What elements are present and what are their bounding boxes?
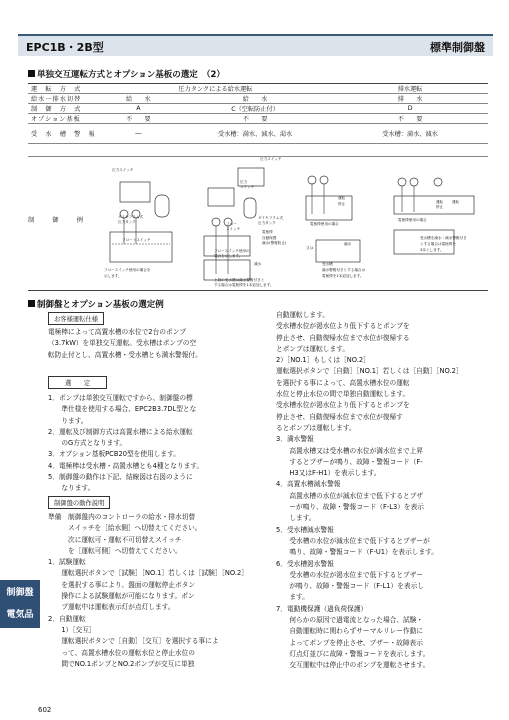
page-number: 602	[38, 706, 52, 714]
section1-title: 単独交互運転方式とオプション基板の選定 （2）	[28, 68, 225, 80]
right-column-text: 自動運転します。 受水槽水位が渇水位より低下するとポンプを 停止させ、自動復帰水位まで水位が復帰する とポンプは運転します。 2）［NO.1］もしくは［NO.2］ 運転選択ボタンで［自動］［NO.1］若しくは［自動］［NO.2］ を選択する事によって、高置水槽水位の運転 水位と停止水位の間で単独自動運転します。 受水槽水位が渇水位より低下するとポンプを 停止させ、自動復帰水位まで水位が復帰す るとポンプは運転します。 3．満水警報 高置水槽又は受水槽の水位が満水位まで上昇 するとブザーが鳴り、故障・警報コード（F- H3又はF-H1）を表示します。 4．高置水槽減水警報 高置水槽の水位が減水位まで低下するとブザ ーが鳴り、故障・警報コード（F-L3）を表示 します。 5．受水槽減水警報 受水槽の水位が減水位まで低下するとブザーが 鳴り、故障・警報コード（F-U1）を表示します。 6．受水槽渇水警報 受水槽の水位が渇水位まで低下するとブザー が鳴り、故障・警報コード（F-L1）を表示し ます。 7．電動機保護（過負荷保護） 何らかの原因で過電流となった場合、試験・ 自動運転時に関わらずサーマルリレー作動に よってポンプを停止させ、ブザー・故障表示 灯点灯並びに故障・警報コードを表示します。 交互運転中は停止中のポンプを運転させます。	[276, 311, 463, 670]
spec-table	[28, 83, 488, 144]
customer-spec-text: 電極棒によって高置水槽の水位で2台のポンプ （3.7kW）を単独交互運転。受水槽はポンプの空 転防止付とし、高置水槽・受水槽とも満水警報付。	[48, 328, 202, 359]
table-row: 制 御 方 式 A C（空転防止付） D	[28, 104, 488, 114]
section2-title: 制御盤とオプション基板の選定例	[28, 298, 164, 310]
page-header	[18, 34, 493, 56]
table-row: 受 水 槽 警 報 ― 受水槽：満水、減水、渇水 受水槽：満水、減水	[28, 124, 488, 144]
operation-label: 制御盤の動作説明	[48, 496, 110, 509]
diagram-4-drain-alarm	[388, 168, 488, 288]
side-category-tab: 制御盤 電気品	[0, 580, 40, 628]
customer-spec-label: お客様運転仕様	[48, 312, 104, 325]
table-row: 運 転 方 式 圧力タンクによる給水運転 排水運転	[28, 84, 488, 94]
square-bullet-icon	[28, 70, 35, 77]
square-bullet-icon	[28, 300, 35, 307]
table-row: オプション基板 不 要 不 要 不 要	[28, 114, 488, 124]
category-title: 標準制御盤	[430, 41, 485, 54]
selection-list: 1．ポンプは単独交互運転ですから、制御盤の標 準仕様を使用する場合、EPC2B3.7DL型とな ります。 2．運転及び制御方式は高置水槽による給水運転 のG方式となります。 3．オプション基板PCB20型を使用します。 4．電極棒は受水槽・高置水槽とも4種となります。 5．制御盤の動作は下記、結線図は右図のように なります。	[48, 394, 204, 493]
operation-text: 準備 制御盤内のコントローラの給水・排水切替 スイッチを［給水側］へ切替えてください。 次に運転可・運転不可切替えスイッチ を［運転可側］へ切替えてください。 1．試験運転 運転選択ボタンで［試験］［NO.1］若しくは［試験］［NO.2］ を選択する事により、盤面の運転停止ボタン 操作による試験運転が可能になります。ポン プ運転中は運転表示灯が点灯します。 2．自動運転 1）［交互］ 運転選択ボタンで［自動］［交互］を選択する事によ って、高置水槽水位の運転水位と停止水位の 間でNO.1ポンプとNO.2ポンプが交互に単独	[48, 513, 248, 668]
selection-label: 選 定	[48, 376, 107, 389]
model-title: EPC1B・2B型	[26, 41, 104, 54]
table-row: 給水一排水切替 給 水 給 水 排 水	[28, 94, 488, 104]
diagram-row-label: 制 御 例	[28, 217, 89, 224]
